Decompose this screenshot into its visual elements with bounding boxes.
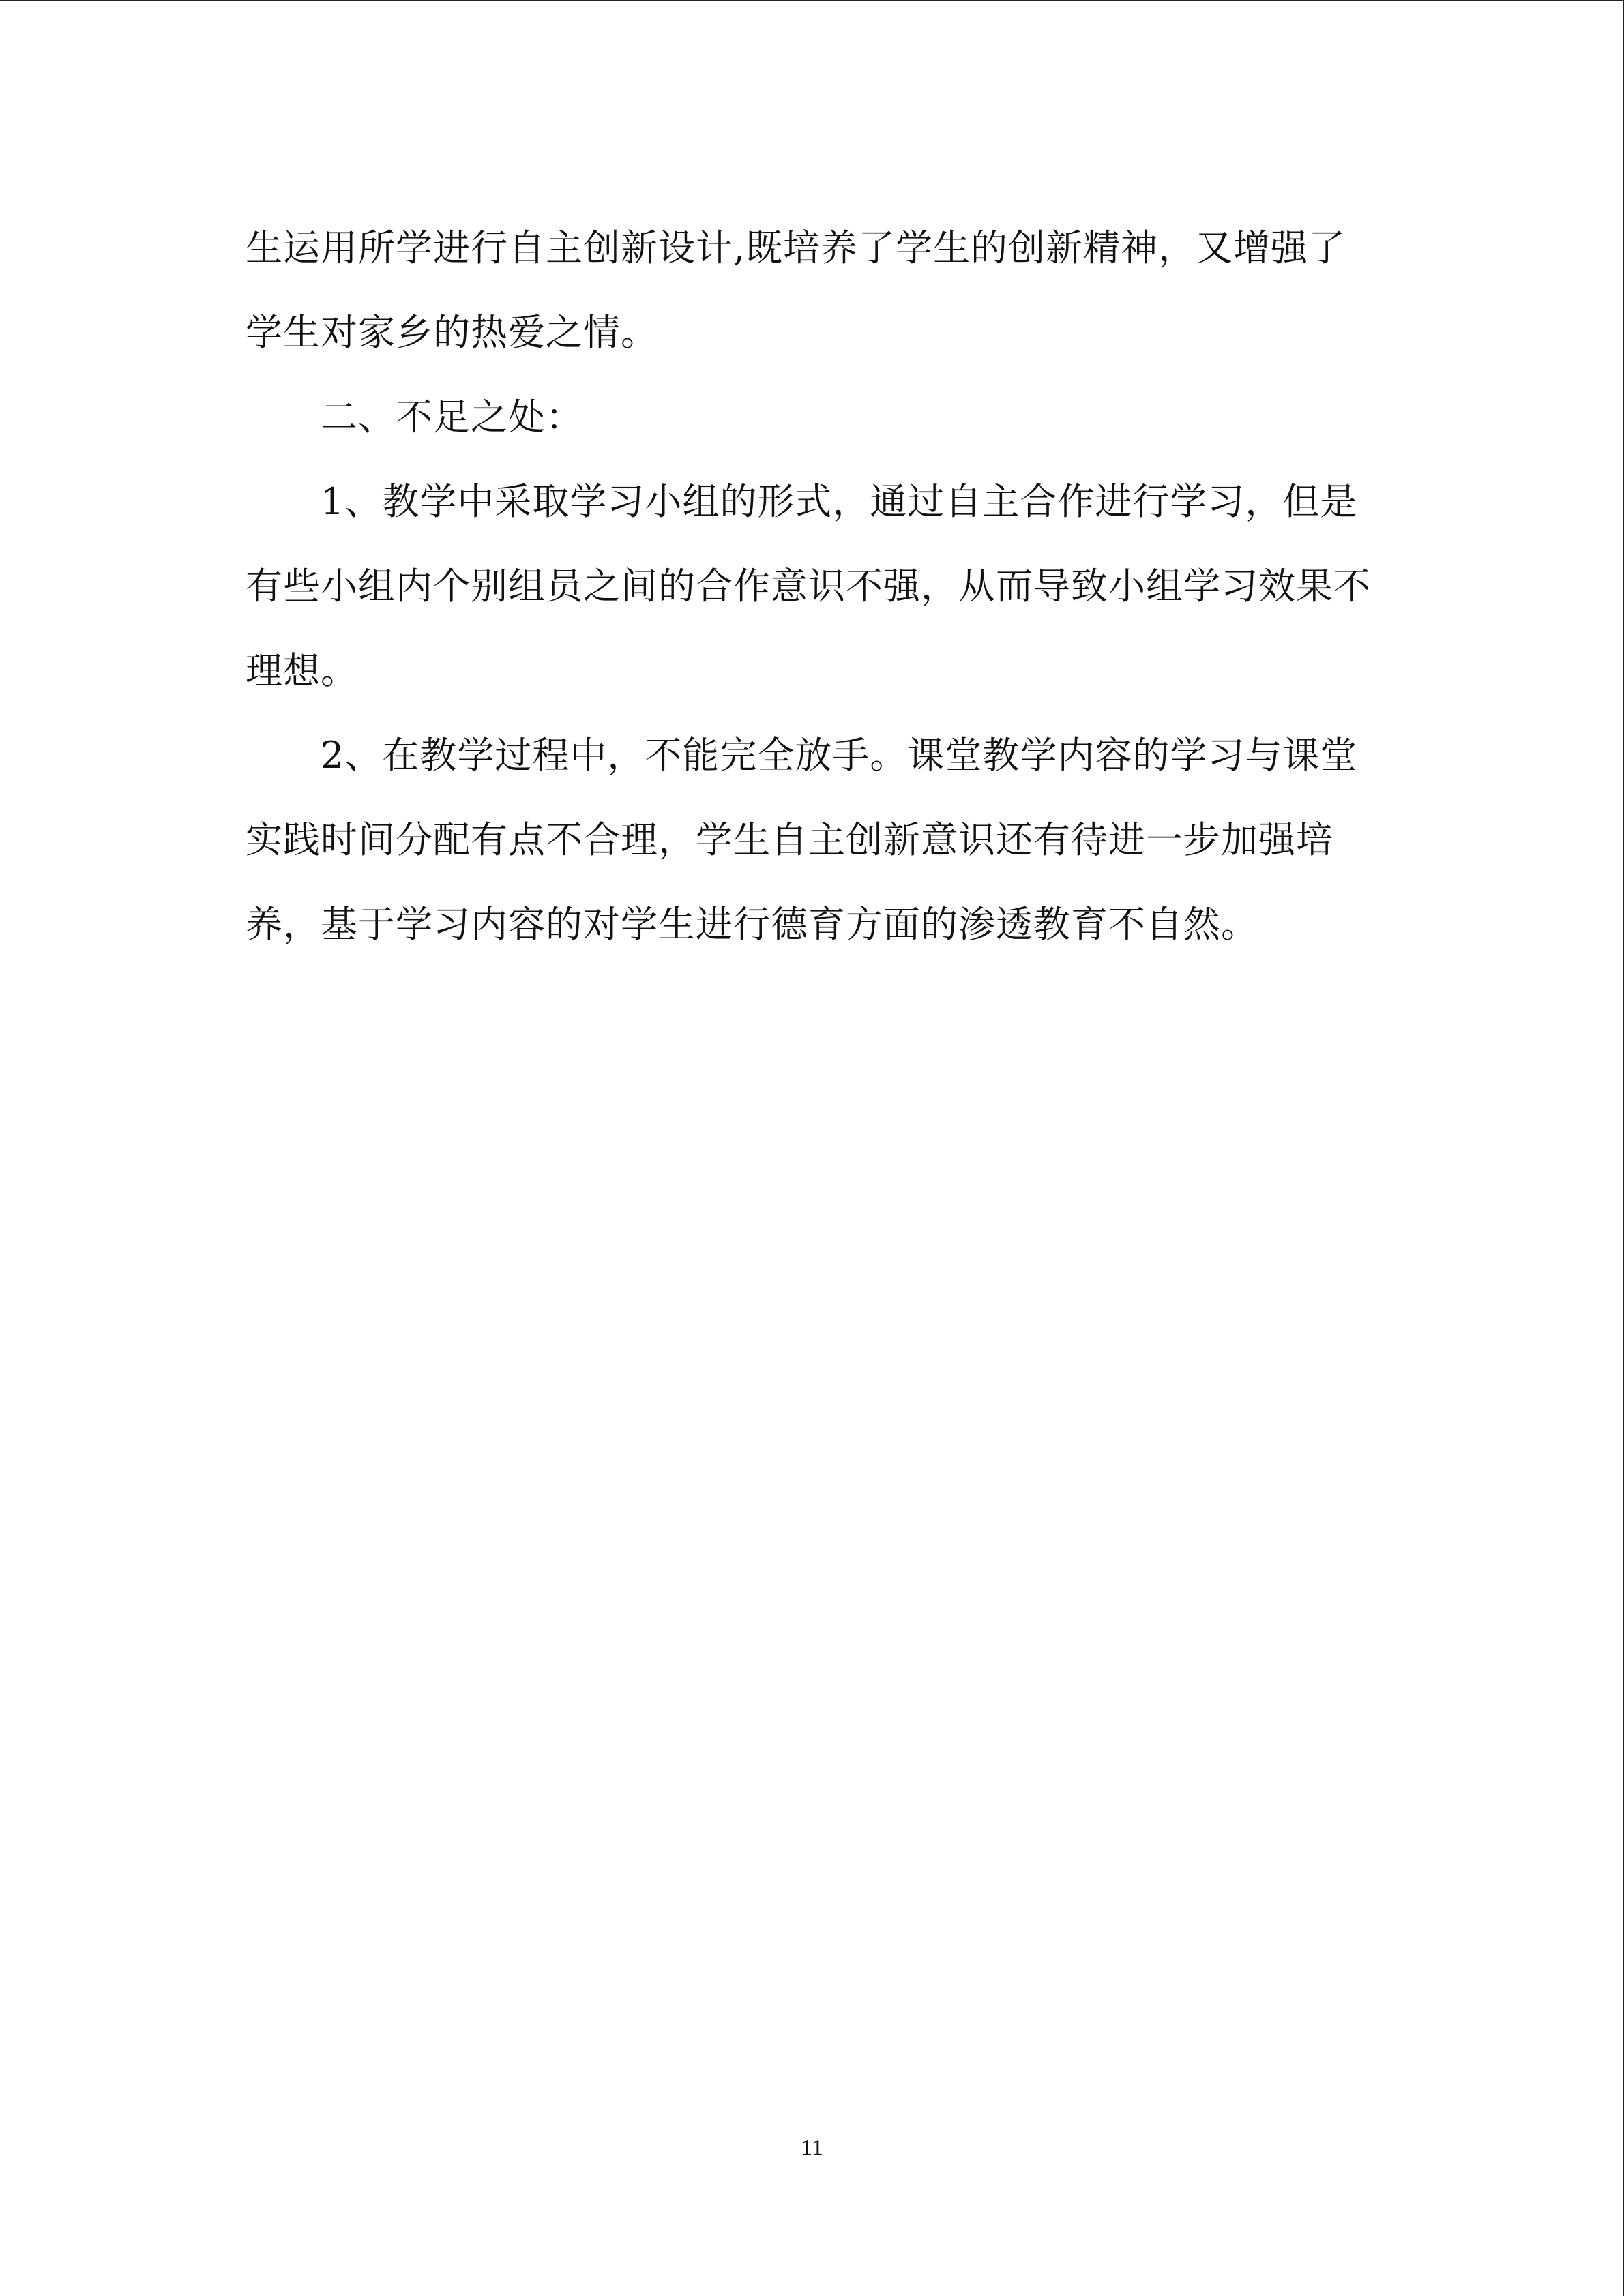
section-heading-shortcomings: 二、不足之处： <box>321 396 583 438</box>
paragraph-point-2: 2、在教学过程中，不能完全放手。课堂教学内容的学习与课堂实践时间分配有点不合理，学生自主创新意识还有待进一步加强培养，基于学习内容的对学生进行德育方面的渗透教育不自然。 <box>246 734 1358 946</box>
document-body <box>246 206 1378 967</box>
page-number: 11 <box>801 2135 823 2160</box>
paragraph-continuation: 生运用所学进行自主创新设计,既培养了学生的创新精神，又增强了学生对家乡的热爱之情。 <box>246 226 1346 354</box>
paragraph-point-1: 1、教学中采取学习小组的形式，通过自主合作进行学习，但是有些小组内个别组员之间的合作意识不强，从而导致小组学习效果不理想。 <box>246 480 1371 692</box>
